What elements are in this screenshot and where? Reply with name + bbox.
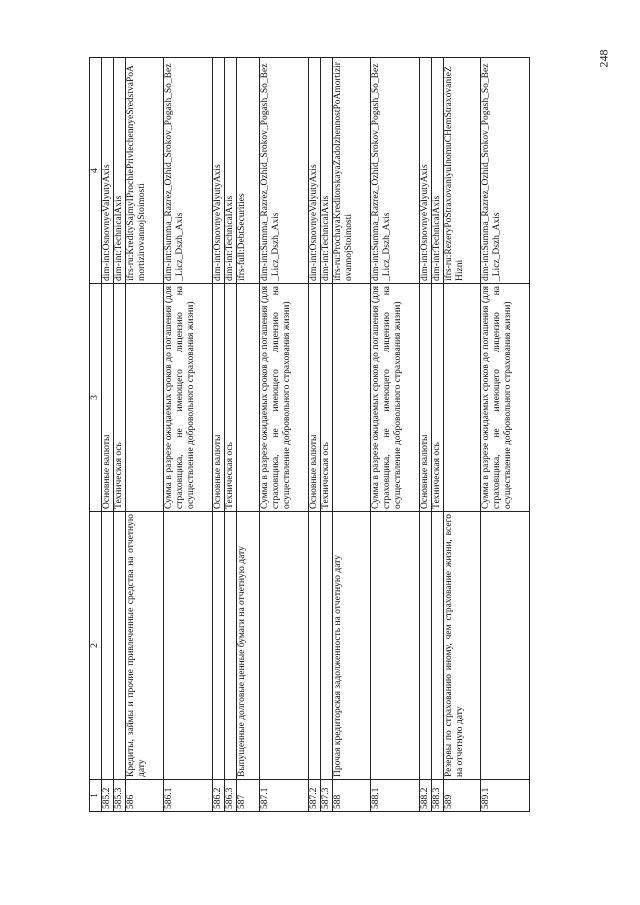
table-row [371, 58, 420, 812]
cell-c1: 588.1 [371, 780, 420, 812]
table-row [237, 58, 260, 812]
cell-c4: ifrs-full:DebtSecurities [237, 58, 260, 284]
cell-c1: 588.3 [432, 780, 444, 812]
cell-c4: dim-int:OsnovnyeValyutyAxis [309, 58, 321, 284]
cell-c3: Техническая ось [114, 284, 126, 512]
cell-c1: 587.3 [321, 780, 333, 812]
cell-c3: Техническая ось [225, 284, 237, 512]
table-row [213, 58, 225, 812]
cell-c1: 589 [444, 780, 481, 812]
cell-c4: dim-int:OsnovnyeValyutyAxis [420, 58, 432, 284]
taxonomy-table [89, 57, 530, 812]
cell-c3: Сумма в разрезе ожидаемых сроков до погашения (для страховщика, не имеющего лицензию на осуществление добровольного страхования жизни) [481, 284, 530, 512]
cell-c1: 587 [237, 780, 260, 812]
cell-c2 [260, 512, 309, 780]
cell-c2 [321, 512, 333, 780]
cell-c2: Кредиты, займы и прочие привлеченные средства на отчетную дату [126, 512, 164, 780]
cell-c3: Техническая ось [432, 284, 444, 512]
cell-c1: 586.1 [164, 780, 213, 812]
cell-c4: ifrs-ru:ProchayaKreditorskayaZadolzhennostPoAmortizirovannojStoimosti [333, 58, 371, 284]
cell-c4: dim-int:TechnicalAxis [321, 58, 333, 284]
cell-c1: 588 [333, 780, 371, 812]
cell-c4: dim-int:Summa_Razrez_Ozhid_Srokov_Pogash_So_Bez_Licz_Dszh_Axis [164, 58, 213, 284]
header-cell: 4 [90, 58, 102, 284]
table-row [260, 58, 309, 812]
cell-c1: 586 [126, 780, 164, 812]
cell-c4: ifrs-ru:KreditySajmyIProchiePrivlechennyeSredstvaPoAmortizirovannojStoimosti [126, 58, 164, 284]
cell-c3: Техническая ось [321, 284, 333, 512]
cell-c1: 587.2 [309, 780, 321, 812]
cell-c4: dim-int:TechnicalAxis [432, 58, 444, 284]
cell-c2 [432, 512, 444, 780]
page-number: 248 [596, 49, 611, 67]
cell-c2 [309, 512, 321, 780]
cell-c4: dim-int:TechnicalAxis [114, 58, 126, 284]
table-row [309, 58, 321, 812]
cell-c2: Прочая кредиторская задолженность на отчетную дату [333, 512, 371, 780]
cell-c4: dim-int:TechnicalAxis [225, 58, 237, 284]
cell-c4: dim-int:OsnovnyeValyutyAxis [102, 58, 114, 284]
cell-c3: Основные валюты [309, 284, 321, 512]
cell-c2 [114, 512, 126, 780]
table-row [333, 58, 371, 812]
cell-c1: 586.3 [225, 780, 237, 812]
cell-c2: Выпущенные долговые ценные бумаги на отчетную дату [237, 512, 260, 780]
cell-c3: Сумма в разрезе ожидаемых сроков до погашения (для страховщика, не имеющего лицензию на осуществление добровольного страхования жизни) [164, 284, 213, 512]
table-row [126, 58, 164, 812]
cell-c4: dim-int:Summa_Razrez_Ozhid_Srokov_Pogash_So_Bez_Licz_Dszh_Axis [260, 58, 309, 284]
table-row [444, 58, 481, 812]
table-body [90, 58, 530, 812]
header-row [90, 58, 102, 812]
header-cell: 1 [90, 780, 102, 812]
cell-c3 [333, 284, 371, 512]
table-row [321, 58, 333, 812]
table-row [102, 58, 114, 812]
table-row [164, 58, 213, 812]
cell-c3: Сумма в разрезе ожидаемых сроков до погашения (для страховщика, не имеющего лицензию на осуществление добровольного страхования жизни) [371, 284, 420, 512]
table-row [481, 58, 530, 812]
cell-c2 [371, 512, 420, 780]
table-row [114, 58, 126, 812]
cell-c2 [420, 512, 432, 780]
cell-c4: ifrs-ru:RezeryPoStraxovaniyuInomuCHemStraxovanieZHizni [444, 58, 481, 284]
cell-c1: 588.2 [420, 780, 432, 812]
cell-c3: Основные валюты [213, 284, 225, 512]
cell-c2 [164, 512, 213, 780]
cell-c2 [102, 512, 114, 780]
cell-c3 [237, 284, 260, 512]
cell-c3: Основные валюты [420, 284, 432, 512]
cell-c4: dim-int:Summa_Razrez_Ozhid_Srokov_Pogash_So_Bez_Licz_Dszh_Axis [371, 58, 420, 284]
cell-c1: 585.2 [102, 780, 114, 812]
cell-c2 [213, 512, 225, 780]
cell-c4: dim-int:OsnovnyeValyutyAxis [213, 58, 225, 284]
header-cell: 3 [90, 284, 102, 512]
cell-c3: Основные валюты [102, 284, 114, 512]
cell-c2 [225, 512, 237, 780]
table-row [432, 58, 444, 812]
cell-c3 [444, 284, 481, 512]
cell-c1: 589.1 [481, 780, 530, 812]
table-row [420, 58, 432, 812]
cell-c1: 585.3 [114, 780, 126, 812]
cell-c1: 586.2 [213, 780, 225, 812]
cell-c2 [481, 512, 530, 780]
header-cell: 2 [90, 512, 102, 780]
cell-c3: Сумма в разрезе ожидаемых сроков до погашения (для страховщика, не имеющего лицензию на осуществление добровольного страхования жизни) [260, 284, 309, 512]
cell-c3 [126, 284, 164, 512]
cell-c1: 587.1 [260, 780, 309, 812]
rotated-table-region [89, 58, 579, 812]
cell-c4: dim-int:Summa_Razrez_Ozhid_Srokov_Pogash_So_Bez_Licz_Dszh_Axis [481, 58, 530, 284]
table-row [225, 58, 237, 812]
cell-c2: Резервы по страхованию иному, чем страхование жизни, всего на отчетную дату [444, 512, 481, 780]
